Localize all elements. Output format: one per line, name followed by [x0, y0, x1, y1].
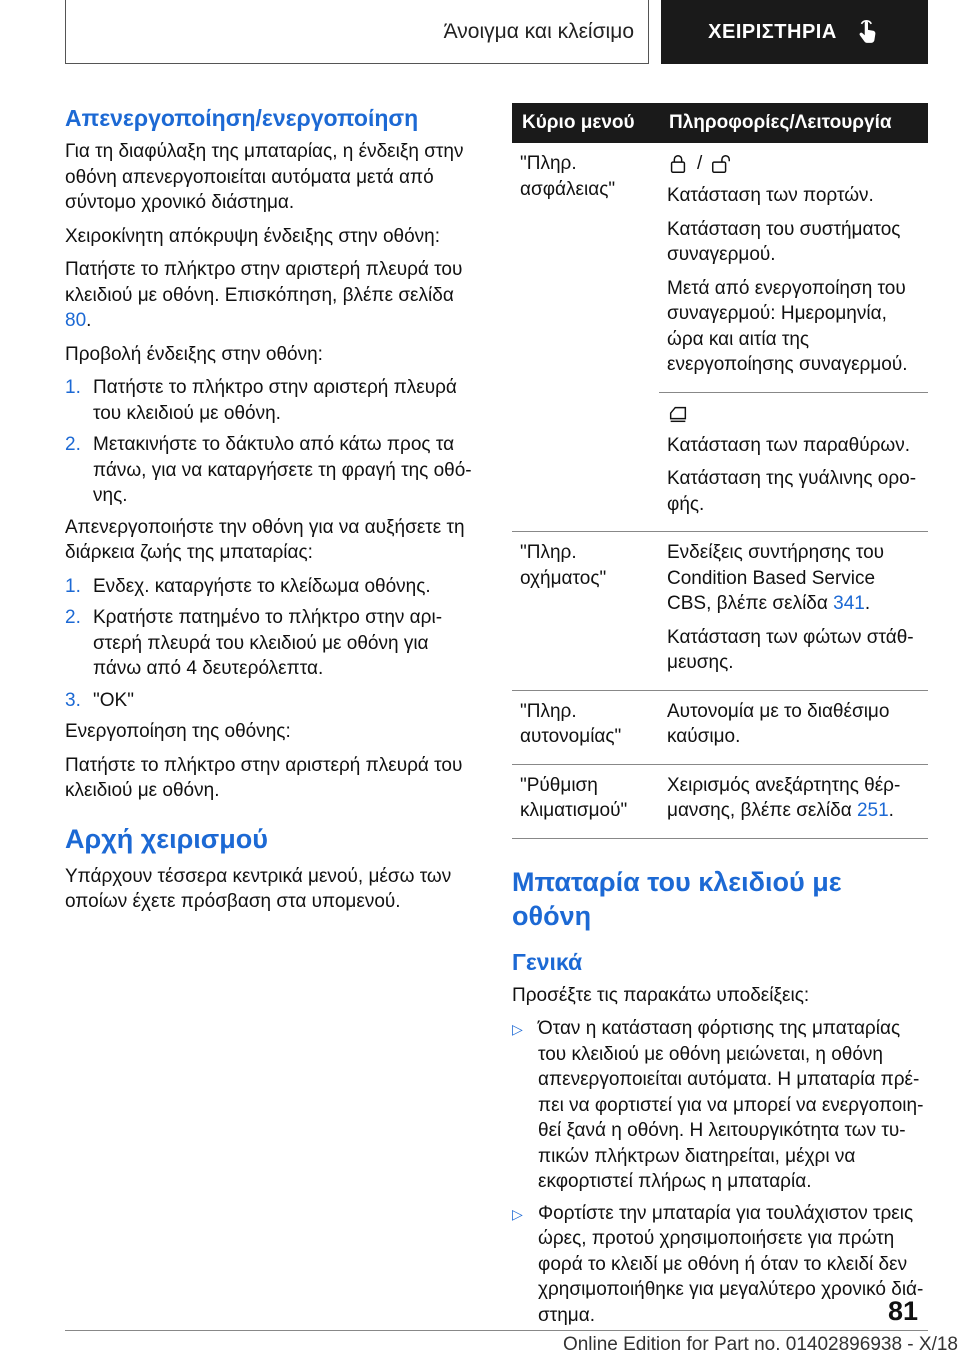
table-row — [512, 764, 928, 838]
info-text: Μετά από ενεργοποίηση του συναγερμού: Ημερομηνία, ώρα και αιτία της ενεργοποίησης συναγερμού. — [667, 277, 908, 375]
paragraph: Απενεργοποιήστε την οθόνη για να αυξήσετε τη διάρκεια ζωής της μπαταρίας: — [65, 516, 465, 563]
text: . — [888, 800, 894, 821]
bullet-triangle-icon: ▷ — [512, 1021, 523, 1037]
footer-edition: Online Edition for Part no. 01402896938 - X/18 — [562, 1334, 958, 1355]
menu-cell — [512, 690, 659, 764]
list-item — [65, 574, 477, 600]
table-header-row — [512, 103, 928, 143]
bullet-triangle-icon: ▷ — [512, 1205, 523, 1222]
list-text: Όταν η κατάσταση φόρτισης της μπαταρίας του κλειδιού με οθόνη μειώνεται, η οθόνη απενεργοποιείται αυτόματα. Η μπαταρία πρέπει να φορτιστεί για να μπορεί να ενεργοποιηθεί ξανά η οθόνη. Η λειτουργικότητα των τυπικών πλήκτρων διατηρείται, μέχρι να εκφορτιστεί πλήρως η μπαταρία. — [538, 1018, 924, 1192]
hand-touch-icon — [855, 19, 881, 45]
paragraph: Υπάρχουν τέσσερα κεντρικά μενού, μέσω των οποίων έχετε πρόσβαση στα υπομενού. — [65, 865, 452, 912]
menu-name: "Πληρ. ασφάλειας" — [520, 153, 616, 200]
numbered-list — [65, 574, 477, 714]
column-header-info: Πληροφορίες/Λειτουργία — [659, 103, 928, 143]
paragraph: Χειροκίνητη απόκρυψη ένδειξης στην οθόνη: — [65, 225, 440, 247]
info-text: Κατάσταση των παραθύρων. — [667, 434, 911, 456]
page-link[interactable]: 251 — [856, 800, 889, 821]
numbered-list — [65, 375, 477, 509]
menu-name: "Πληρ. αυτονομίας" — [520, 700, 622, 747]
header-chapter-title: ΧΕΙΡΙΣΤΗΡΙΑ — [708, 20, 837, 43]
paragraph: Ενεργοποίηση της οθόνης: — [65, 721, 291, 742]
list-text: Μετακινήστε το δάκτυλο από κάτω προς τα πάνω, για να καταργήσετε τη φραγή της οθόνης. — [93, 434, 472, 506]
list-item — [65, 432, 477, 509]
menu-table — [512, 103, 928, 839]
table-row — [512, 690, 928, 764]
list-number: 1. — [65, 377, 81, 398]
header-section-title: Άνοιγμα και κλείσιμο — [443, 19, 634, 43]
menu-cell — [512, 143, 659, 532]
text: . — [864, 593, 871, 614]
info-text — [667, 773, 920, 824]
list-item — [65, 375, 477, 426]
column-header-menu: Κύριο μενού — [512, 103, 659, 143]
text: . — [86, 310, 92, 331]
header-chapter-box — [661, 0, 928, 64]
info-text: Κατάσταση των φώτων στάθμευσης. — [667, 626, 914, 673]
lock-open-icon — [710, 153, 732, 175]
header-section-box — [65, 0, 649, 64]
info-text: Κατάσταση της γυάλινης οροφής. — [667, 468, 917, 515]
menu-cell — [512, 532, 659, 691]
info-text: Κατάσταση του συστήματος συναγερμού. — [667, 218, 901, 265]
window-icon-wrap — [667, 401, 920, 427]
bullet-list — [512, 1016, 928, 1328]
list-number: 1. — [65, 575, 81, 597]
list-item — [65, 605, 477, 682]
footer-divider — [65, 1330, 928, 1331]
info-text — [667, 540, 920, 617]
left-column — [65, 103, 477, 923]
list-text: Κρατήστε πατημένο το πλήκτρο στην αριστερή πλευρά του κλειδιού με οθόνη για πάνω από 4 δευτερόλεπτα. — [93, 607, 443, 679]
page-link[interactable]: 80 — [65, 310, 87, 331]
heading-key-battery: Μπαταρία του κλειδιού με οθόνη — [512, 866, 842, 931]
list-text: Φορτίστε την μπαταρία για τουλάχιστον τρεις ώρες, προτού χρησιμοποιήσετε για πρώτη φορά το κλειδί με οθόνη ή όταν το κλειδί δεν χρησιμοποιήθηκε για μεγαλύτερο χρονικό διάστημα. — [538, 1202, 924, 1326]
list-item — [65, 688, 477, 714]
list-number: 2. — [65, 607, 81, 628]
paragraph: Προσέξτε τις παρακάτω υποδείξεις: — [512, 984, 810, 1006]
info-cell — [659, 392, 928, 532]
paragraph: Για τη διαφύλαξη της μπαταρίας, η ένδειξη στην οθόνη απενεργοποιείται αυτόματα μετά από σύντομο χρονικό διάστημα. — [65, 141, 464, 213]
heading-operating-principle: Αρχή χειρισμού — [65, 823, 269, 854]
menu-name: "Πληρ. οχήματος" — [520, 542, 607, 589]
text: Ενδείξεις συντήρησης του Condition Based Service CBS, βλέπε σελίδα — [667, 542, 885, 614]
info-text: Αυτονομία με το διαθέσιμο καύσιμο. — [667, 700, 890, 747]
info-cell — [659, 532, 928, 691]
list-item — [512, 1016, 928, 1195]
info-cell — [659, 764, 928, 838]
lock-closed-icon — [667, 153, 689, 175]
lock-icons — [667, 151, 920, 177]
list-item — [512, 1201, 928, 1329]
right-column — [512, 103, 928, 1334]
info-cell — [659, 690, 928, 764]
paragraph — [65, 257, 477, 334]
paragraph: Πατήστε το πλήκτρο στην αριστερή πλευρά του κλειδιού με οθόνη. — [65, 754, 463, 801]
list-number: 3. — [65, 689, 81, 711]
info-text: Κατάσταση των πορτών. — [667, 185, 874, 206]
separator: / — [697, 153, 703, 175]
list-number: 2. — [65, 434, 81, 455]
list-text: Ενδεχ. καταργήστε το κλείδωμα οθόνης. — [93, 575, 431, 597]
text: Χειρισμός ανεξάρτητης θέρμανσης, βλέπε σελίδα — [667, 774, 901, 821]
menu-cell — [512, 764, 659, 838]
table-row — [512, 143, 928, 392]
car-window-icon — [667, 403, 689, 425]
info-cell — [659, 143, 928, 392]
list-text: Πατήστε το πλήκτρο στην αριστερή πλευρά του κλειδιού με οθόνη. — [93, 377, 457, 424]
text: Πατήστε το πλήκτρο στην αριστερή πλευρά του κλειδιού με οθόνη. Επισκόπηση, βλέπε σελίδα — [65, 259, 463, 306]
paragraph: Προβολή ένδειξης στην οθόνη: — [65, 343, 323, 365]
heading-deactivate: Απενεργοποίηση/ενεργοποίηση — [65, 105, 419, 131]
menu-name: "Ρύθμιση κλιματισμού" — [520, 774, 628, 821]
list-text: "OK" — [93, 689, 134, 711]
page-link[interactable]: 341 — [833, 593, 865, 614]
heading-general: Γενικά — [512, 948, 583, 975]
table-row — [512, 532, 928, 691]
page-number: 81 — [888, 1296, 919, 1326]
